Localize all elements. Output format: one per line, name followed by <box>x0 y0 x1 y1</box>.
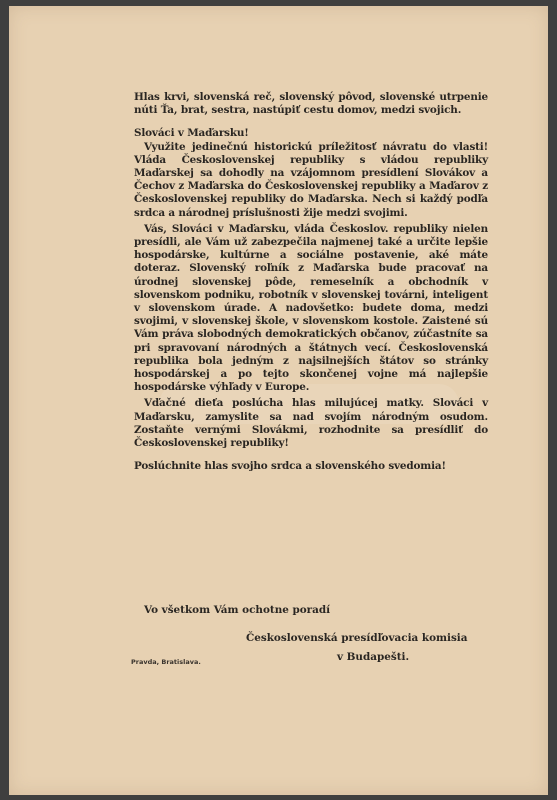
signature-line-1: Československá presídľovacia komisia <box>246 632 468 644</box>
closing-line: Poslúchnite hlas svojho srdca a slovenského svedomia! <box>134 460 446 473</box>
paragraph-2: Vás, Slováci v Maďarsku, vláda Českoslov. republiky nielen presídli, ale Vám už zabezpečila najmenej také a určite lepšie hospodárske, kultúrne a sociálne postavenie, aké máte doteraz. Slovenský roľník z Maďarska bude pracovať na úrodnej slovenskej pôde, remeselník a obchodník v slovenskom podniku, robotník v slovenskej továrni, inteligent v slovenskom úrade. A nadovšetko: budete doma, medzi svojimi, v slovenskej škole, v slovenskom kostole. Zaistené sú Vám práva slobodných demokratických občanov, zúčastníte sa pri spravovaní národných a štátnych vecí. Československá republika bola jedným z najsilnejších štátov so stránky hospodárskej a po tejto skončenej vojne má najlepšie hospodárske výhľady v Europe. <box>134 222 488 394</box>
offer-line: Vo všetkom Vám ochotne poradí <box>144 604 331 616</box>
printer-imprint: Pravda, Bratislava. <box>131 658 201 666</box>
greeting: Slováci v Maďarsku! <box>134 127 249 140</box>
paragraph-1: Využite jedinečnú historickú príležitosť návratu do vlasti! Vláda Československej republiky s vládou republiky Maďarskej sa dohodly na vzájomnom presídlení Slovákov a Čechov z Maďarska do Československej republiky a Maďarov z Československej republiky do Maďarska. Nech si každý podľa srdca a národnej príslušnosti žije medzi svojimi. <box>134 140 488 219</box>
header-paragraph: Hlas krvi, slovenská reč, slovenský pôvod, slovenské utrpenie núti Ťa, brat, sestra, nastúpiť cestu domov, medzi svojich. <box>134 91 488 117</box>
paper-sheet <box>9 6 548 795</box>
signature-line-2: v Budapešti. <box>337 651 410 663</box>
paragraph-3: Vďačné dieťa poslúcha hlas milujúcej matky. Slováci v Maďarsku, zamyslite sa nad svojím národným osudom. Zostaňte vernými Slovákmi, rozhodnite sa presídliť do Československej republiky! <box>134 397 488 450</box>
leaflet-body <box>134 91 488 473</box>
